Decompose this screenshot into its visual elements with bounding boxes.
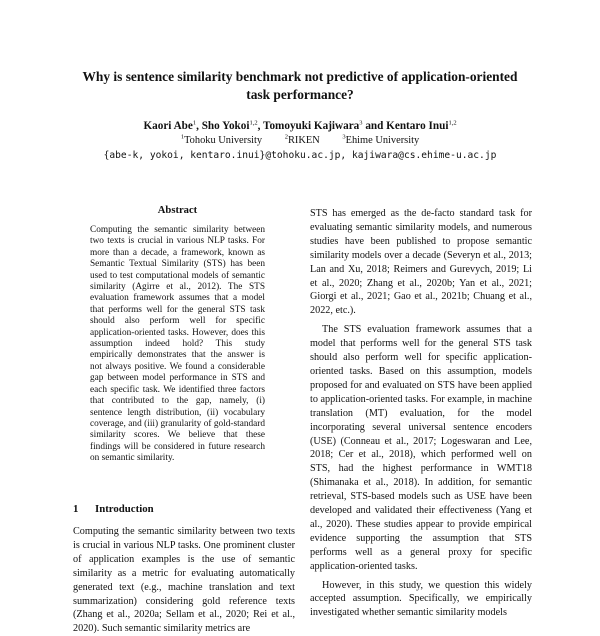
author-name: Sho Yokoi: [201, 120, 250, 132]
author-affil-mark: 3: [359, 119, 363, 127]
right-column: [310, 207, 532, 620]
author-affil-mark: 1: [192, 119, 197, 127]
author-affil-mark: 1,2: [249, 119, 258, 127]
affiliation: $^3$Ehime University: [342, 133, 420, 146]
affiliation-list: [60, 134, 540, 148]
paragraph: However, in this study, we question this widely accepted assumption. Specifically, we empirically investigated whether semantic similarity models: [310, 579, 532, 619]
affiliation: $^2$RIKEN: [284, 133, 320, 146]
paragraph: STS has emerged as the de-facto standard task for evaluating semantic similarity models, and numerous studies have been published to propose semantic similarity models over a decade (Severyn et al., 2013; Lan and Xu, 2018; Reimers and Gurevych, 2019; Li et al., 2020; Zhang et al., 2020b; Yan et al., 2021; Giorgi et al., 2021; Gao et al., 2021b; Chuang et al., 2022, etc.).: [310, 208, 532, 317]
author-name: Kentaro Inui: [386, 120, 449, 132]
author-affil-mark: 1,2: [448, 119, 457, 127]
introduction-text: Computing the semantic similarity between two texts is crucial in various NLP tasks. One prominent cluster of application examples is the use of semantic similarity as a metric for evaluating automatically generated text (e.g., machine translation and text summarization) considering gold reference texts (Zhang et al., 2020a; Sellam et al., 2020; Rei et al., 2020). Such semantic similarity metrics are: [73, 526, 295, 635]
section-number: 1: [73, 503, 79, 515]
author-name: Kaori Abe: [143, 120, 193, 132]
abstract-heading: Abstract: [157, 205, 198, 216]
author-name: Tomoyuki Kajiwara: [263, 120, 360, 132]
abstract-text: Computing the semantic similarity between two texts is crucial in various NLP tasks. For more than a decade, a framework, known as Semantic Textual Similarity (STS) has been used to test computational models of semantic similarity (Agirre et al., 2012). The STS evaluation framework assumes that a model that performs well for the general STS task should also perform well for specific application-oriented tasks. However, does this assumption indeed hold? This study empirically demonstrates that the answer is not always positive. We found a considerable gap between model performance in STS and each specific task. We identified three factors that contributed to the gap, namely, (i) sentence length distribution, (ii) vocabulary coverage, and (iii) granularity of gold-standard similarity scores. We believe that these findings will be considered in future research on semantic similarity.: [90, 225, 265, 464]
author-emails: {abe-k, yokoi, kentaro.inui}@tohoku.ac.jp, kajiwara@cs.ehime-u.ac.jp: [103, 150, 497, 161]
section-heading-introduction: [73, 503, 293, 515]
author-list: Kaori Abe$^1$, Sho Yokoi$^{1,2}$, Tomoyuki Kajiwara$^3$ and Kentaro Inui$^{1,2}$: [143, 119, 457, 132]
paper-title: Why is sentence similarity benchmark not predictive of application-oriented task performance?: [82, 69, 518, 102]
affiliation: $^1$Tohoku University: [180, 133, 263, 146]
section-title: Introduction: [95, 503, 154, 515]
paragraph: The STS evaluation framework assumes that a model that performs well for the general STS task should also perform well for specific application-oriented tasks. Based on this assumption, models proposed for and evaluated on STS have been applied to application-oriented tasks. For example, in machine translation (MT) evaluation, for the model incorporating several universal sentence encoders (USE) (Conneau et al., 2017; Logeswaran and Lee, 2018; Cer et al., 2018), which performed well on STS, had the highest performance in WMT18 (Shimanaka et al., 2018). In addition, for semantic retrieval, STS-based models such as USE have been developed and validated their effectiveness (Yang et al., 2020). These studies appear to provide empirical evidence supporting the assumption that STS performs well as a general proxy for specific application-oriented tasks.: [310, 324, 532, 572]
